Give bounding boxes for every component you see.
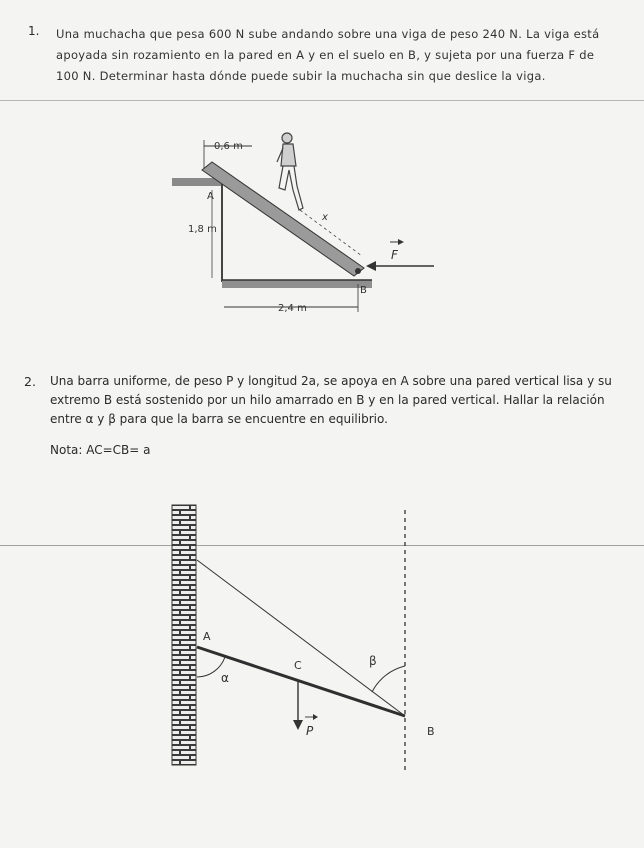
brick-wall: [172, 505, 196, 765]
label-b: B: [360, 285, 367, 296]
problem-2-number: 2.: [24, 374, 36, 389]
problem-2-statement: Una barra uniforme, de peso P y longitud 2a, se apoya en A sobre una pared vertical lisa y su extremo B está sostenido por un hilo amarrado en B y en la pared vertical. Hallar la relación entre α y β para que la barra se encuentre en equilibrio.: [50, 374, 612, 426]
label-f: F: [391, 248, 398, 262]
label-b2: B: [427, 725, 435, 738]
beta-arc: [372, 666, 405, 692]
label-base: 2,4 m: [278, 303, 307, 314]
label-a: A: [207, 191, 214, 202]
string: [197, 560, 405, 716]
label-height: 1,8 m: [188, 224, 217, 235]
label-a2: A: [203, 630, 211, 643]
problem-1-statement: Una muchacha que pesa 600 N sube andando sobre una viga de peso 240 N. La viga está apoyada sin rozamiento en la pared en A y en el suelo en B, y sujeta por una fuerza F de 100 N. Determinar hasta dónde puede subir la muchacha sin que deslice la viga.: [56, 27, 600, 83]
label-alpha: α: [221, 671, 229, 685]
problem-2-note: Nota: AC=CB= a: [50, 443, 151, 457]
problem-1-number: 1.: [28, 24, 40, 38]
label-c: C: [294, 659, 302, 672]
label-x: x: [322, 212, 328, 223]
label-p: P: [306, 724, 314, 738]
label-beta: β: [369, 654, 377, 668]
label-offset: 0,6 m: [214, 141, 243, 152]
